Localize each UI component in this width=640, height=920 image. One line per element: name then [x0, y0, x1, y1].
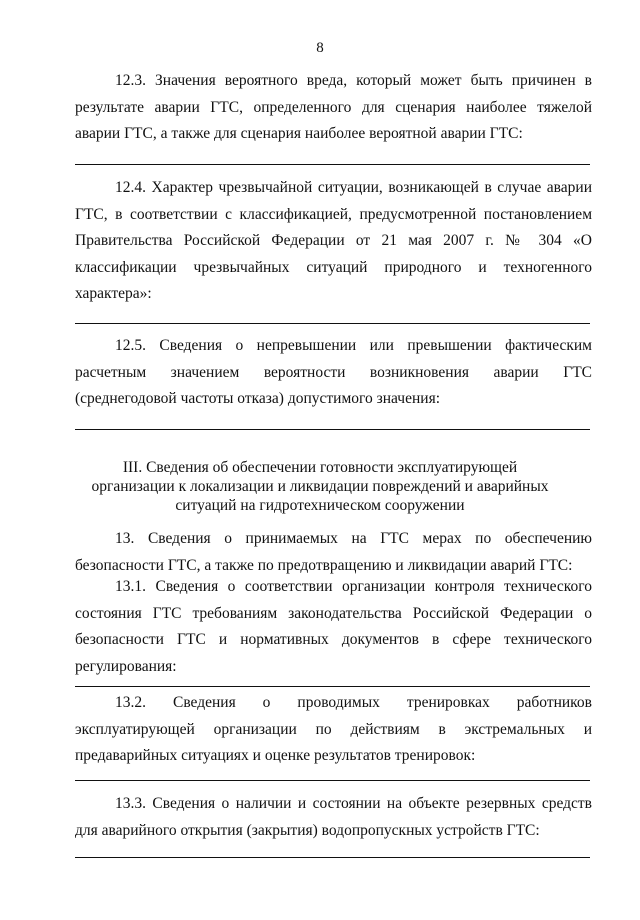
heading-line-2: организации к локализации и ликвидации повреждений и аварийных	[91, 478, 549, 495]
heading-line-1: III. Сведения об обеспечении готовности эксплуатирующей	[122, 459, 518, 476]
fill-in-line-12-4	[75, 323, 590, 324]
paragraph-13-3: 13.3. Сведения о наличии и состоянии на объекте резервных средств для аварийного открытия (закрытия) водопропускных устройств ГТС:	[75, 795, 592, 839]
paragraph-12-3: 12.3. Значения вероятного вреда, который может быть причинен в результате аварии ГТС, определенного для сценария наиболее тяжелой аварии ГТС, а также для сценария наиболее вероятной аварии ГТС:	[75, 72, 592, 142]
fill-in-line-12-5	[75, 429, 590, 430]
fill-in-line-13-1	[75, 686, 590, 687]
page-number: 8	[316, 40, 324, 56]
fill-in-line-12-3	[75, 164, 590, 165]
paragraph-13-2: 13.2. Сведения о проводимых тренировках работников эксплуатирующей организации по действиям в экстремальных и предаварийных ситуациях и оценке результатов тренировок:	[75, 694, 592, 764]
fill-in-line-13-3	[75, 857, 590, 858]
fill-in-line-13-2	[75, 780, 590, 781]
paragraph-13-1: 13.1. Сведения о соответствии организации контроля технического состояния ГТС требованиям законодательства Российской Федерации о безопасности ГТС и нормативных документов в сфере технического регулирования:	[75, 578, 592, 675]
heading-line-3: ситуаций на гидротехническом сооружении	[175, 497, 465, 514]
section-heading-iii	[0, 458, 640, 515]
paragraph-13: 13. Сведения о принимаемых на ГТС мерах по обеспечению безопасности ГТС, а также по предотвращению и ликвидации аварий ГТС:	[75, 530, 592, 574]
paragraph-12-4: 12.4. Характер чрезвычайной ситуации, возникающей в случае аварии ГТС, в соответствии с классификацией, предусмотренной постановлением Правительства Российской Федерации от 21 мая 2007 г. № 304 «О классификации чрезвычайных ситуаций природного и техногенного характера»:	[75, 179, 592, 302]
paragraph-12-5: 12.5. Сведения о непревышении или превышении фактическим расчетным значением вероятности возникновения аварии ГТС (среднегодовой частоты отказа) допустимого значения:	[75, 337, 592, 407]
